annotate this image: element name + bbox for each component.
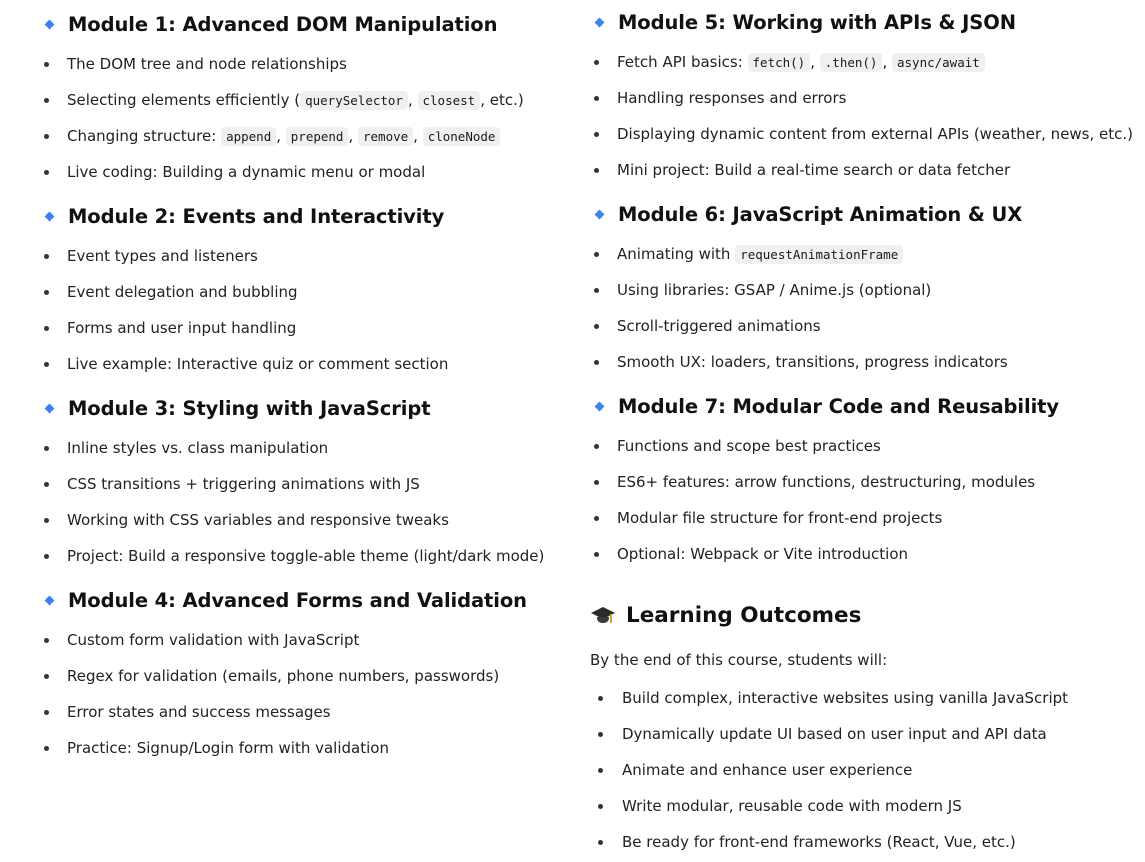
list-item: [590, 315, 821, 337]
text-segment: ,: [882, 53, 892, 71]
list-item-text: [67, 319, 296, 337]
list-item: [40, 53, 347, 75]
bullet-dot-icon: [594, 252, 599, 257]
list-item: [40, 281, 298, 303]
inline-code: prepend: [286, 127, 349, 146]
outcome-item: [590, 687, 1068, 709]
text-segment: Working with CSS variables and responsive tweaks: [67, 511, 449, 529]
bullet-dot-icon: [44, 290, 49, 295]
list-item: [590, 543, 908, 565]
text-segment: Animating with: [617, 245, 736, 263]
text-segment: Event types and listeners: [67, 247, 258, 265]
module-heading: [40, 13, 497, 36]
text-segment: Project: Build a responsive toggle-able theme (light/dark mode): [67, 547, 545, 565]
text-segment: ,: [413, 127, 423, 145]
text-segment: Custom form validation with JavaScript: [67, 631, 360, 649]
bullet-dot-icon: [44, 482, 49, 487]
text-segment: Inline styles vs. class manipulation: [67, 439, 329, 457]
text-segment: Smooth UX: loaders, transitions, progress indicators: [617, 353, 1008, 371]
bullet-dot-icon: [594, 168, 599, 173]
text-segment: Live example: Interactive quiz or comment section: [67, 355, 449, 373]
bullet-dot-icon: [44, 62, 49, 67]
list-item: [590, 279, 931, 301]
inline-code: querySelector: [300, 91, 408, 110]
module-heading: [40, 205, 444, 228]
list-item: [590, 51, 985, 73]
text-segment: Fetch API basics:: [617, 53, 748, 71]
list-item: [40, 737, 389, 759]
outcome-item: [590, 831, 1016, 853]
bullet-dot-icon: [44, 326, 49, 331]
text-segment: ,: [276, 127, 286, 145]
text-segment: The DOM tree and node relationships: [67, 55, 347, 73]
bullet-dot-icon: [44, 710, 49, 715]
outcome-item-text: Animate and enhance user experience: [622, 761, 913, 779]
list-item: [40, 437, 328, 459]
text-segment: Using libraries: GSAP / Anime.js (optional): [617, 281, 932, 299]
text-segment: Scroll-triggered animations: [617, 317, 821, 335]
module-heading: [40, 589, 527, 612]
bullet-dot-icon: [44, 638, 49, 643]
text-segment: Modular file structure for front-end projects: [617, 509, 943, 527]
list-item: [40, 245, 258, 267]
text-segment: Selecting elements efficiently (: [67, 91, 301, 109]
outcome-item: [590, 759, 912, 781]
text-segment: Forms and user input handling: [67, 319, 297, 337]
list-item-text: [67, 247, 258, 265]
bullet-dot-icon: [44, 254, 49, 259]
bullet-dot-icon: [598, 732, 603, 737]
list-item-text: [617, 89, 846, 107]
module-heading: [590, 203, 1022, 226]
outcomes-heading: [590, 603, 861, 628]
outcomes-title: Learning Outcomes: [626, 603, 862, 628]
list-item-text: [67, 283, 298, 301]
bullet-dot-icon: [44, 134, 49, 139]
diamond-bullet-icon: [595, 18, 605, 28]
module-title: Module 2: Events and Interactivity: [68, 205, 445, 228]
list-item: [590, 435, 881, 457]
text-segment: CSS transitions + triggering animations with JS: [67, 475, 420, 493]
bullet-dot-icon: [594, 552, 599, 557]
bullet-dot-icon: [594, 480, 599, 485]
diamond-bullet-icon: [45, 212, 55, 222]
list-item-text: [617, 437, 881, 455]
bullet-dot-icon: [598, 804, 603, 809]
list-item-text: [67, 475, 420, 493]
list-item-text: [67, 631, 359, 649]
list-item-text: [617, 53, 985, 71]
list-item: [40, 161, 425, 183]
bullet-dot-icon: [44, 170, 49, 175]
list-item-text: [67, 439, 328, 457]
list-item: [40, 629, 359, 651]
list-item: [40, 317, 296, 339]
inline-code: .then(): [820, 53, 883, 72]
bullet-dot-icon: [44, 674, 49, 679]
text-segment: Error states and success messages: [67, 703, 331, 721]
inline-code: fetch(): [748, 53, 811, 72]
text-segment: Practice: Signup/Login form with validation: [67, 739, 389, 757]
bullet-dot-icon: [598, 840, 603, 845]
bullet-dot-icon: [594, 96, 599, 101]
bullet-dot-icon: [594, 132, 599, 137]
text-segment: , etc.): [480, 91, 524, 109]
bullet-dot-icon: [594, 444, 599, 449]
list-item-text: [67, 703, 331, 721]
list-item-text: [617, 473, 1035, 491]
text-segment: Displaying dynamic content from external APIs (weather, news, etc.): [617, 125, 1134, 143]
text-segment: Handling responses and errors: [617, 89, 847, 107]
list-item: [40, 545, 544, 567]
bullet-dot-icon: [44, 746, 49, 751]
text-segment: Regex for validation (emails, phone numbers, passwords): [67, 667, 500, 685]
bullet-dot-icon: [44, 518, 49, 523]
list-item-text: [617, 509, 942, 527]
list-item: [590, 123, 1133, 145]
module-heading: [590, 11, 1016, 34]
list-item-text: [67, 355, 448, 373]
list-item: [40, 353, 448, 375]
text-segment: ,: [810, 53, 820, 71]
text-segment: Event delegation and bubbling: [67, 283, 298, 301]
inline-code: append: [221, 127, 276, 146]
list-item: [590, 507, 942, 529]
text-segment: ,: [407, 91, 418, 109]
list-item-text: [67, 667, 499, 685]
bullet-dot-icon: [44, 446, 49, 451]
text-segment: Optional: Webpack or Vite introduction: [617, 545, 909, 563]
inline-code: closest: [418, 91, 481, 110]
list-item-text: [67, 739, 389, 757]
outcome-item-text: Build complex, interactive websites using vanilla JavaScript: [622, 689, 1069, 707]
bullet-dot-icon: [44, 98, 49, 103]
list-item-text: [67, 547, 544, 565]
text-segment: Mini project: Build a real-time search or data fetcher: [617, 161, 1011, 179]
text-segment: Live coding: Building a dynamic menu or modal: [67, 163, 426, 181]
diamond-bullet-icon: [595, 210, 605, 220]
list-item-text: [617, 353, 1008, 371]
bullet-dot-icon: [594, 288, 599, 293]
list-item: [590, 471, 1035, 493]
list-item-text: [67, 127, 500, 145]
list-item: [40, 665, 499, 687]
outcome-item: [590, 723, 1047, 745]
module-title: Module 3: Styling with JavaScript: [68, 397, 431, 420]
list-item: [40, 701, 331, 723]
text-segment: ES6+ features: arrow functions, destructuring, modules: [617, 473, 1036, 491]
list-item: [590, 159, 1010, 181]
outcome-item-text: Write modular, reusable code with modern JS: [622, 797, 962, 815]
diamond-bullet-icon: [45, 404, 55, 414]
text-segment: Functions and scope best practices: [617, 437, 881, 455]
list-item-text: [617, 245, 903, 263]
list-item-text: [617, 125, 1133, 143]
bullet-dot-icon: [594, 360, 599, 365]
list-item: [40, 473, 420, 495]
text-segment: Changing structure:: [67, 127, 222, 145]
diamond-bullet-icon: [45, 20, 55, 30]
bullet-dot-icon: [44, 554, 49, 559]
list-item-text: [67, 511, 449, 529]
list-item: [40, 89, 524, 111]
outcomes-intro: By the end of this course, students will:: [590, 651, 888, 669]
bullet-dot-icon: [598, 768, 603, 773]
module-title: Module 4: Advanced Forms and Validation: [68, 589, 527, 612]
bullet-dot-icon: [594, 516, 599, 521]
diamond-bullet-icon: [45, 596, 55, 606]
bullet-dot-icon: [44, 362, 49, 367]
module-title: Module 1: Advanced DOM Manipulation: [68, 13, 498, 36]
graduation-cap-icon: [590, 605, 616, 627]
module-title: Module 7: Modular Code and Reusability: [618, 395, 1059, 418]
module-heading: [40, 397, 430, 420]
list-item-text: [617, 161, 1010, 179]
list-item-text: [617, 317, 821, 335]
list-item-text: [617, 545, 908, 563]
bullet-dot-icon: [594, 324, 599, 329]
inline-code: requestAnimationFrame: [735, 245, 903, 264]
text-segment: ,: [348, 127, 358, 145]
outcome-item-text: Be ready for front-end frameworks (React, Vue, etc.): [622, 833, 1016, 851]
list-item-text: [67, 163, 425, 181]
outcome-item: [590, 795, 962, 817]
bullet-dot-icon: [598, 696, 603, 701]
module-title: Module 5: Working with APIs & JSON: [618, 11, 1016, 34]
list-item: [590, 243, 903, 265]
list-item: [590, 87, 846, 109]
module-title: Module 6: JavaScript Animation & UX: [618, 203, 1023, 226]
list-item-text: [617, 281, 931, 299]
diamond-bullet-icon: [595, 402, 605, 412]
inline-code: cloneNode: [423, 127, 501, 146]
outcome-item-text: Dynamically update UI based on user input and API data: [622, 725, 1047, 743]
list-item: [40, 509, 449, 531]
list-item: [590, 351, 1008, 373]
list-item: [40, 125, 500, 147]
inline-code: remove: [358, 127, 413, 146]
inline-code: async/await: [892, 53, 985, 72]
bullet-dot-icon: [594, 60, 599, 65]
module-heading: [590, 395, 1059, 418]
list-item-text: [67, 91, 524, 109]
list-item-text: [67, 55, 347, 73]
